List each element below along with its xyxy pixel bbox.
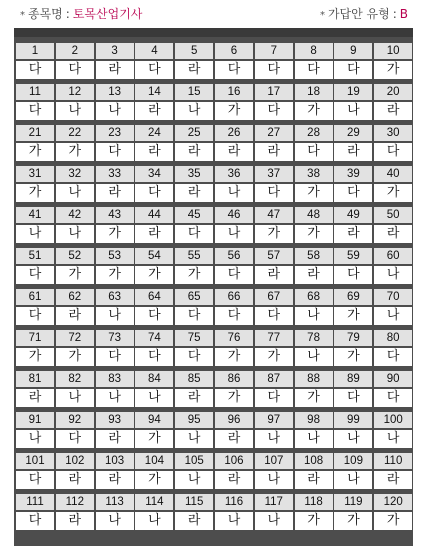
question-number-cell: 62 [56, 289, 94, 305]
question-number-cell: 118 [295, 494, 333, 510]
answer-cell: 다 [96, 348, 134, 366]
answer-cell: 라 [215, 143, 253, 161]
answer-cell: 가 [96, 225, 134, 243]
question-number-cell: 24 [135, 125, 173, 141]
answer-cell: 가 [374, 184, 412, 202]
question-number-cell: 74 [135, 330, 173, 346]
question-number-cell: 88 [295, 371, 333, 387]
question-number-cell: 113 [96, 494, 134, 510]
question-number-cell: 2 [56, 43, 94, 59]
question-number-cell: 38 [295, 166, 333, 182]
answer-type-value: B [399, 7, 408, 21]
answer-cell: 다 [255, 184, 293, 202]
question-number-cell: 15 [175, 84, 213, 100]
question-number-cell: 58 [295, 248, 333, 264]
answer-cell: 다 [135, 61, 173, 79]
question-number-cell: 18 [295, 84, 333, 100]
answer-cell: 라 [96, 430, 134, 448]
answer-sheet-header [0, 0, 431, 28]
question-number-cell: 117 [255, 494, 293, 510]
question-number-cell: 35 [175, 166, 213, 182]
answer-cell: 가 [295, 102, 333, 120]
answer-type-label: 가답안 유형 [327, 7, 390, 21]
answer-cell: 다 [295, 143, 333, 161]
answer-cell: 나 [56, 225, 94, 243]
answer-cell: 라 [255, 266, 293, 284]
question-number-cell: 91 [16, 412, 54, 428]
question-number-cell: 32 [56, 166, 94, 182]
answer-cell: 나 [255, 430, 293, 448]
answer-cell: 라 [96, 184, 134, 202]
question-number-cell: 83 [96, 371, 134, 387]
question-number-cell: 21 [16, 125, 54, 141]
question-number-cell: 47 [255, 207, 293, 223]
question-number-cell: 42 [56, 207, 94, 223]
answer-cell: 가 [16, 143, 54, 161]
answer-cell: 다 [255, 102, 293, 120]
answer-cell: 다 [374, 143, 412, 161]
answer-cell: 다 [334, 389, 372, 407]
question-number-cell: 119 [334, 494, 372, 510]
question-number-cell: 63 [96, 289, 134, 305]
answer-cell: 가 [215, 348, 253, 366]
question-number-cell: 89 [334, 371, 372, 387]
answer-cell: 라 [135, 225, 173, 243]
answer-cell: 나 [96, 102, 134, 120]
answer-cell: 나 [16, 430, 54, 448]
answer-cell: 다 [255, 61, 293, 79]
question-number-cell: 36 [215, 166, 253, 182]
answer-cell: 라 [175, 61, 213, 79]
answer-cell: 가 [135, 471, 173, 489]
question-number-cell: 100 [374, 412, 412, 428]
answer-cell: 나 [334, 471, 372, 489]
question-number-cell: 52 [56, 248, 94, 264]
answer-cell: 라 [255, 143, 293, 161]
question-number-cell: 69 [334, 289, 372, 305]
question-number-cell: 30 [374, 125, 412, 141]
question-number-cell: 61 [16, 289, 54, 305]
answer-cell: 나 [295, 430, 333, 448]
answer-cell: 가 [56, 266, 94, 284]
answer-cell: 가 [16, 184, 54, 202]
answer-cell: 가 [175, 266, 213, 284]
answer-cell: 다 [16, 61, 54, 79]
question-number-cell: 12 [56, 84, 94, 100]
answer-cell: 다 [135, 184, 173, 202]
question-number-cell: 51 [16, 248, 54, 264]
question-number-cell: 70 [374, 289, 412, 305]
answer-cell: 다 [215, 61, 253, 79]
question-number-cell: 80 [374, 330, 412, 346]
question-number-cell: 87 [255, 371, 293, 387]
answer-cell: 라 [175, 389, 213, 407]
subject-info [20, 0, 142, 30]
question-number-cell: 71 [16, 330, 54, 346]
answer-cell: 라 [334, 225, 372, 243]
answer-cell: 다 [135, 348, 173, 366]
question-number-cell: 44 [135, 207, 173, 223]
question-number-cell: 23 [96, 125, 134, 141]
question-number-cell: 68 [295, 289, 333, 305]
question-number-cell: 39 [334, 166, 372, 182]
answer-cell: 가 [334, 307, 372, 325]
answer-cell: 라 [334, 143, 372, 161]
answer-key-table [14, 28, 413, 546]
question-number-cell: 60 [374, 248, 412, 264]
answer-cell: 다 [96, 143, 134, 161]
question-number-cell: 31 [16, 166, 54, 182]
answer-cell: 나 [255, 512, 293, 530]
question-number-cell: 93 [96, 412, 134, 428]
question-number-cell: 43 [96, 207, 134, 223]
question-number-cell: 81 [16, 371, 54, 387]
bullet-star-icon: * [319, 10, 325, 21]
answer-cell: 나 [135, 389, 173, 407]
question-number-cell: 108 [295, 453, 333, 469]
question-number-cell: 37 [255, 166, 293, 182]
answer-cell: 다 [295, 61, 333, 79]
answer-cell: 다 [16, 266, 54, 284]
question-number-cell: 116 [215, 494, 253, 510]
answer-cell: 다 [374, 389, 412, 407]
answer-cell: 가 [334, 512, 372, 530]
question-number-cell: 46 [215, 207, 253, 223]
question-number-cell: 120 [374, 494, 412, 510]
question-number-cell: 110 [374, 453, 412, 469]
question-number-cell: 57 [255, 248, 293, 264]
question-number-cell: 8 [295, 43, 333, 59]
answer-cell: 다 [334, 184, 372, 202]
question-number-cell: 29 [334, 125, 372, 141]
answer-cell: 나 [56, 389, 94, 407]
question-number-cell: 27 [255, 125, 293, 141]
question-number-cell: 75 [175, 330, 213, 346]
answer-cell: 나 [175, 430, 213, 448]
question-number-cell: 98 [295, 412, 333, 428]
answer-cell: 가 [295, 389, 333, 407]
answer-cell: 나 [175, 471, 213, 489]
answer-cell: 나 [215, 512, 253, 530]
answer-cell: 가 [56, 348, 94, 366]
question-number-cell: 4 [135, 43, 173, 59]
question-number-cell: 114 [135, 494, 173, 510]
answer-cell: 라 [374, 102, 412, 120]
answer-cell: 가 [135, 430, 173, 448]
answer-cell: 나 [255, 471, 293, 489]
question-number-cell: 59 [334, 248, 372, 264]
question-number-cell: 45 [175, 207, 213, 223]
question-number-cell: 49 [334, 207, 372, 223]
question-number-cell: 7 [255, 43, 293, 59]
question-number-cell: 13 [96, 84, 134, 100]
answer-cell: 나 [334, 430, 372, 448]
answer-cell: 나 [135, 512, 173, 530]
answer-cell: 다 [175, 348, 213, 366]
question-number-cell: 48 [295, 207, 333, 223]
question-number-cell: 25 [175, 125, 213, 141]
question-number-cell: 72 [56, 330, 94, 346]
answer-cell: 나 [374, 266, 412, 284]
answer-cell: 라 [215, 471, 253, 489]
answer-cell: 다 [16, 512, 54, 530]
question-number-cell: 67 [255, 289, 293, 305]
answer-cell: 다 [56, 430, 94, 448]
question-number-cell: 111 [16, 494, 54, 510]
question-number-cell: 104 [135, 453, 173, 469]
answer-cell: 다 [16, 307, 54, 325]
question-number-cell: 79 [334, 330, 372, 346]
answer-cell: 나 [374, 430, 412, 448]
question-number-cell: 14 [135, 84, 173, 100]
question-number-cell: 109 [334, 453, 372, 469]
question-number-cell: 54 [135, 248, 173, 264]
answer-cell: 가 [295, 225, 333, 243]
answer-cell: 라 [96, 61, 134, 79]
answer-cell: 가 [374, 61, 412, 79]
answer-cell: 라 [175, 512, 213, 530]
answer-cell: 가 [16, 348, 54, 366]
question-number-cell: 26 [215, 125, 253, 141]
answer-cell: 나 [16, 225, 54, 243]
question-number-cell: 107 [255, 453, 293, 469]
answer-cell: 라 [56, 512, 94, 530]
answer-cell: 나 [175, 102, 213, 120]
bullet-star-icon: * [20, 10, 25, 21]
answer-cell: 다 [215, 266, 253, 284]
answer-cell: 나 [96, 389, 134, 407]
answer-type-separator: : [392, 7, 397, 21]
answer-cell: 나 [334, 102, 372, 120]
question-number-cell: 73 [96, 330, 134, 346]
question-number-cell: 9 [334, 43, 372, 59]
question-number-cell: 84 [135, 371, 173, 387]
answer-cell: 다 [374, 348, 412, 366]
answer-cell: 라 [16, 389, 54, 407]
answer-cell: 다 [215, 307, 253, 325]
question-number-cell: 99 [334, 412, 372, 428]
answer-cell: 라 [56, 307, 94, 325]
answer-cell: 가 [215, 389, 253, 407]
answer-cell: 라 [374, 225, 412, 243]
answer-cell: 라 [175, 143, 213, 161]
question-number-cell: 50 [374, 207, 412, 223]
answer-cell: 나 [96, 307, 134, 325]
answer-cell: 다 [334, 266, 372, 284]
answer-cell: 다 [255, 389, 293, 407]
question-number-cell: 53 [96, 248, 134, 264]
question-number-cell: 94 [135, 412, 173, 428]
question-number-cell: 10 [374, 43, 412, 59]
question-number-cell: 55 [175, 248, 213, 264]
answer-cell: 가 [255, 225, 293, 243]
answer-cell: 가 [96, 266, 134, 284]
question-number-cell: 22 [56, 125, 94, 141]
question-number-cell: 17 [255, 84, 293, 100]
answer-cell: 라 [135, 102, 173, 120]
question-number-cell: 82 [56, 371, 94, 387]
question-number-cell: 77 [255, 330, 293, 346]
answer-cell: 라 [374, 471, 412, 489]
answer-cell: 라 [295, 266, 333, 284]
answer-cell: 가 [295, 512, 333, 530]
answer-cell: 가 [334, 348, 372, 366]
answer-cell: 다 [255, 307, 293, 325]
question-number-cell: 1 [16, 43, 54, 59]
answer-cell: 라 [135, 143, 173, 161]
answer-cell: 나 [56, 102, 94, 120]
question-number-cell: 3 [96, 43, 134, 59]
answer-cell: 다 [135, 307, 173, 325]
answer-cell: 다 [16, 102, 54, 120]
answer-cell: 라 [96, 471, 134, 489]
answer-cell: 다 [175, 307, 213, 325]
answer-cell: 라 [295, 471, 333, 489]
answer-cell: 가 [56, 143, 94, 161]
answer-grid [16, 40, 412, 532]
question-number-cell: 102 [56, 453, 94, 469]
answer-cell: 나 [96, 512, 134, 530]
answer-cell: 나 [295, 307, 333, 325]
question-number-cell: 5 [175, 43, 213, 59]
question-number-cell: 40 [374, 166, 412, 182]
answer-cell: 나 [215, 225, 253, 243]
answer-cell: 나 [215, 184, 253, 202]
question-number-cell: 103 [96, 453, 134, 469]
answer-cell: 라 [215, 430, 253, 448]
question-number-cell: 20 [374, 84, 412, 100]
question-number-cell: 41 [16, 207, 54, 223]
subject-value: 토목산업기사 [72, 7, 143, 21]
question-number-cell: 28 [295, 125, 333, 141]
answer-cell: 가 [215, 102, 253, 120]
question-number-cell: 92 [56, 412, 94, 428]
subject-label: 종목명 [28, 7, 63, 21]
answer-type-info [320, 0, 408, 30]
question-number-cell: 96 [215, 412, 253, 428]
question-number-cell: 105 [175, 453, 213, 469]
answer-cell: 가 [135, 266, 173, 284]
answer-cell: 다 [16, 471, 54, 489]
question-number-cell: 11 [16, 84, 54, 100]
answer-cell: 다 [175, 225, 213, 243]
answer-cell: 라 [175, 184, 213, 202]
answer-cell: 나 [374, 307, 412, 325]
question-number-cell: 64 [135, 289, 173, 305]
question-number-cell: 101 [16, 453, 54, 469]
subject-separator: : [65, 7, 70, 21]
question-number-cell: 95 [175, 412, 213, 428]
question-number-cell: 115 [175, 494, 213, 510]
question-number-cell: 34 [135, 166, 173, 182]
question-number-cell: 86 [215, 371, 253, 387]
question-number-cell: 19 [334, 84, 372, 100]
question-number-cell: 56 [215, 248, 253, 264]
question-number-cell: 97 [255, 412, 293, 428]
question-number-cell: 112 [56, 494, 94, 510]
question-number-cell: 90 [374, 371, 412, 387]
question-number-cell: 16 [215, 84, 253, 100]
question-number-cell: 76 [215, 330, 253, 346]
answer-cell: 나 [295, 348, 333, 366]
answer-cell: 다 [56, 61, 94, 79]
question-number-cell: 66 [215, 289, 253, 305]
question-number-cell: 33 [96, 166, 134, 182]
question-number-cell: 106 [215, 453, 253, 469]
answer-cell: 가 [255, 348, 293, 366]
question-number-cell: 85 [175, 371, 213, 387]
answer-cell: 다 [334, 61, 372, 79]
answer-cell: 라 [56, 471, 94, 489]
answer-cell: 나 [56, 184, 94, 202]
answer-cell: 가 [295, 184, 333, 202]
question-number-cell: 6 [215, 43, 253, 59]
answer-cell: 가 [374, 512, 412, 530]
question-number-cell: 78 [295, 330, 333, 346]
question-number-cell: 65 [175, 289, 213, 305]
